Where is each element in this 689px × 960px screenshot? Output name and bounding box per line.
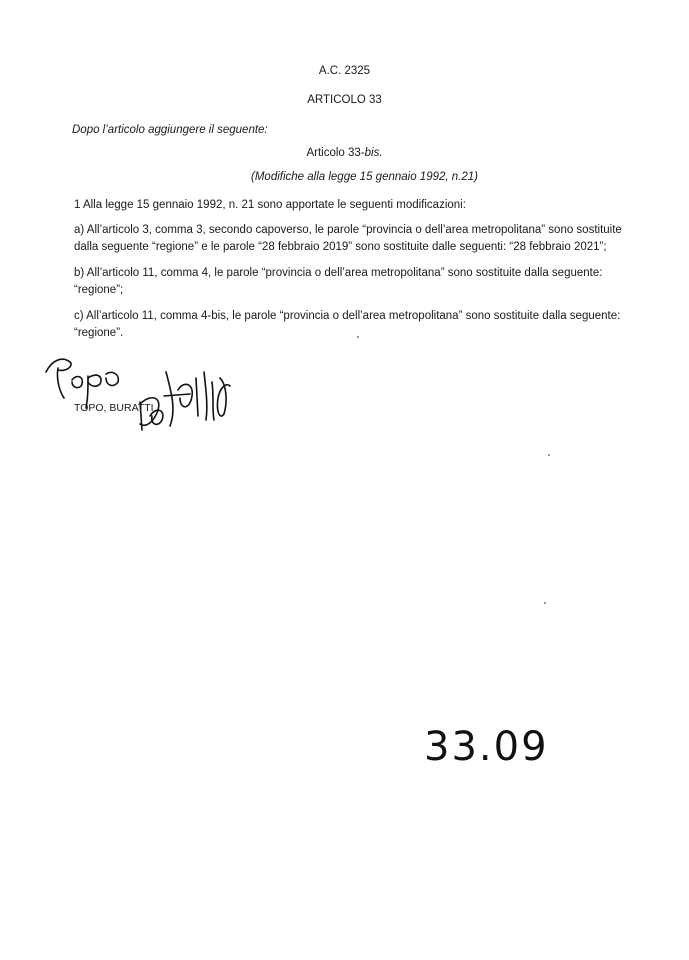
scan-speck [544, 602, 546, 604]
new-article-prefix: Articolo 33- [306, 147, 365, 159]
paragraph-c: c) All’articolo 11, comma 4-bis, le parole “provincia o dell’area metropolitana” sono sostituite dalla seguente: “regione”. [74, 310, 621, 339]
signers-names: TOPO, BURATTI [74, 402, 154, 414]
intro-paragraph: 1 Alla legge 15 gennaio 1992, n. 21 sono apportate le seguenti modificazioni: [74, 199, 466, 211]
new-article-subtitle: (Modifiche alla legge 15 gennaio 1992, n.21) [251, 171, 478, 183]
instruction-text: Dopo l’articolo aggiungere il seguente: [72, 124, 268, 136]
paragraph-b: b) All’articolo 11, comma 4, le parole “provincia o dell’area metropolitana” sono sostituite dalla seguente: “regione”; [74, 267, 603, 296]
handwritten-number: 33.09 [424, 724, 549, 770]
paragraph-a: a) All’articolo 3, comma 3, secondo capoverso, le parole “provincia o dell’area metropolitana” sono sostituite dalla seguente “regione” e le parole “28 febbraio 2019” sono sostituite dalle seguenti: “28 febbraio 2021”; [74, 224, 622, 253]
scan-speck [548, 454, 550, 456]
article-heading: ARTICOLO 33 [307, 94, 382, 106]
scan-speck [357, 336, 359, 338]
new-article-suffix: bis. [364, 147, 383, 159]
document-code: A.C. 2325 [318, 65, 371, 77]
